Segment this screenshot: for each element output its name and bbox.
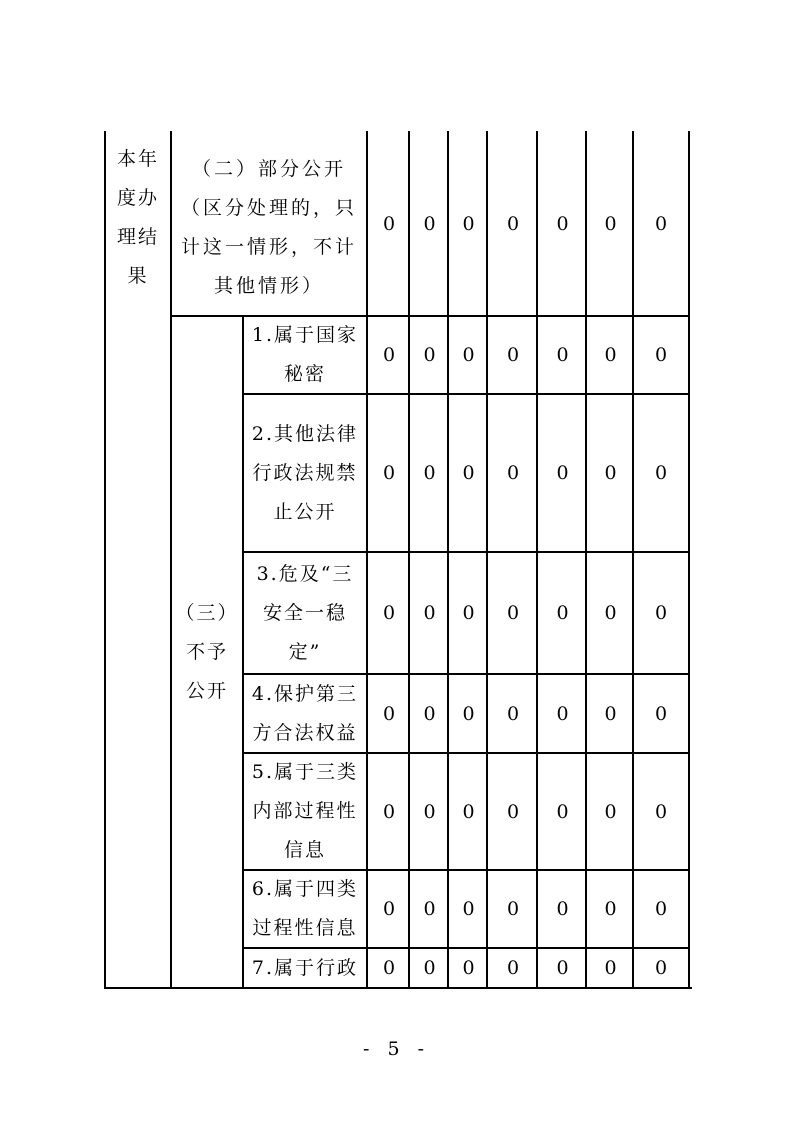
- value-cell: 0: [654, 898, 668, 920]
- value-cell: 0: [654, 702, 668, 725]
- value-cell: 0: [423, 344, 436, 366]
- value-cell: 0: [382, 800, 396, 823]
- partial-open-label-cell: [172, 150, 366, 310]
- value-cell: 0: [556, 462, 569, 484]
- value-cell: 0: [423, 702, 436, 725]
- value-cell: 0: [654, 213, 668, 235]
- not-open-reason-label-cell: [244, 317, 366, 393]
- not-open-reason-label: 4.保护第三 方合法权益: [251, 682, 359, 744]
- not-open-reason-label: 6.属于四类 过程性信息: [251, 878, 359, 939]
- value-cell: 0: [423, 213, 436, 235]
- value-cell: 0: [506, 800, 520, 823]
- value-cell: 0: [604, 344, 617, 366]
- value-cell: 0: [382, 602, 396, 624]
- not-open-reason-label-cell: [244, 871, 366, 947]
- value-cell: 0: [382, 702, 396, 725]
- not-open-group-label-cell: [172, 317, 242, 987]
- not-open-group-label: （三） 不予 公开: [175, 601, 239, 702]
- not-open-reason-label: 2.其他法律 行政法规禁 止公开: [251, 422, 359, 523]
- value-cell: 0: [462, 213, 475, 235]
- value-cell: 0: [604, 602, 617, 624]
- value-cell: 0: [462, 957, 475, 979]
- value-cell: 0: [382, 344, 396, 366]
- value-cell: 0: [556, 800, 569, 823]
- value-cell: 0: [654, 800, 668, 823]
- value-cell: 0: [556, 602, 569, 624]
- value-cell: 0: [604, 702, 617, 725]
- page-number: - 5 -: [362, 1038, 430, 1060]
- value-cell: 0: [604, 898, 617, 920]
- value-cell: 0: [423, 800, 436, 823]
- value-cell: 0: [462, 602, 475, 624]
- not-open-reason-label: 7.属于行政: [251, 956, 359, 979]
- value-cell: 0: [654, 602, 668, 624]
- value-cell: 0: [462, 898, 475, 920]
- value-cell: 0: [654, 344, 668, 366]
- value-cell: 0: [654, 462, 668, 484]
- not-open-reason-label-cell: [244, 949, 366, 987]
- not-open-reason-label: 5.属于三类 内部过程性 信息: [251, 761, 359, 861]
- value-cell: 0: [382, 898, 396, 920]
- section-label-cell: [106, 140, 170, 300]
- value-cell: 0: [382, 213, 396, 235]
- table-right-border: [688, 131, 690, 989]
- value-cell: 0: [654, 957, 668, 979]
- value-cell: 0: [462, 344, 475, 366]
- not-open-reason-label: 1.属于国家 秘密: [251, 324, 359, 385]
- value-cell: 0: [382, 957, 396, 979]
- value-cell: 0: [506, 898, 520, 920]
- value-cell: 0: [506, 957, 520, 979]
- value-cell: 0: [506, 702, 520, 725]
- value-cell: 0: [604, 213, 617, 235]
- value-cell: 0: [506, 602, 520, 624]
- value-cell: 0: [423, 602, 436, 624]
- section-label: 本年 度办 理结 果: [116, 148, 159, 287]
- partial-open-label: （二）部分公开 （区分处理的，只 计这一情形，不计 其他情形）: [180, 158, 357, 297]
- value-cell: 0: [604, 800, 617, 823]
- value-cell: 0: [382, 462, 396, 484]
- not-open-reason-label-cell: [244, 675, 366, 752]
- value-cell: 0: [462, 462, 475, 484]
- value-cell: 0: [423, 462, 436, 484]
- value-cell: 0: [462, 702, 475, 725]
- value-cell: 0: [506, 344, 520, 366]
- table-bottom-border: [104, 987, 692, 989]
- value-cell: 0: [556, 702, 569, 725]
- value-cell: 0: [462, 800, 475, 823]
- value-cell: 0: [423, 957, 436, 979]
- not-open-reason-label-cell: [244, 395, 366, 551]
- value-cell: 0: [506, 462, 520, 484]
- not-open-reason-label-cell: [244, 754, 366, 869]
- not-open-reason-label-cell: [244, 553, 366, 673]
- value-cell: 0: [604, 462, 617, 484]
- value-cell: 0: [556, 898, 569, 920]
- value-cell: 0: [556, 344, 569, 366]
- not-open-reason-label: 3.危及“三 安全一稳 定”: [256, 562, 354, 663]
- value-cell: 0: [423, 898, 436, 920]
- value-cell: 0: [506, 213, 520, 235]
- value-cell: 0: [556, 213, 569, 235]
- value-cell: 0: [604, 957, 617, 979]
- value-cell: 0: [556, 957, 569, 979]
